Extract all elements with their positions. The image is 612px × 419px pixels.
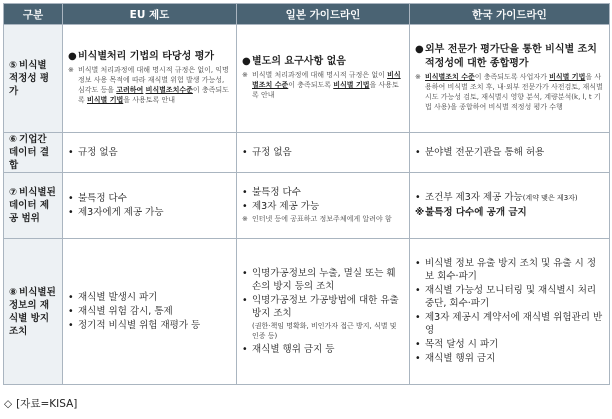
korea-title: 외부 전문가 평가단을 통한 비식별 조치 적정성에 대한 종합평가 [425, 44, 597, 69]
bullet-icon: • [415, 146, 421, 158]
row-number: ⑧ [9, 286, 18, 298]
cell-text: 재식별 행위 금지 [425, 353, 496, 364]
header-eu: EU 제도 [63, 4, 237, 25]
eu-cell [63, 239, 237, 385]
row-category [4, 25, 63, 133]
list-item [68, 206, 231, 219]
list-item [415, 43, 604, 71]
bullet-icon: • [242, 146, 248, 158]
cell-text: 재식별 위험 감시, 통제 [78, 305, 173, 317]
note-text: 을 사용하여 비식별 조치 후, 내·외부 전문가가 사전검토, 재식별 시도 가능성 검토, 재식별시 영향 분석, 계량분석(k, l, t 기법 사용)을 종합하여 비식별 적정성 평가 수행 [425, 73, 603, 111]
eu-cell [63, 133, 237, 173]
header-korea: 한국 가이드라인 [410, 4, 610, 25]
note-emphasis: 비식별조치 수준 [425, 73, 475, 81]
bullet-icon: • [415, 258, 421, 269]
row-category-label: 비식별된 정보의 재식별 방지 조치 [9, 286, 56, 337]
list-item [68, 291, 231, 304]
cell-text: 재식별 발생시 파기 [78, 291, 158, 303]
cell-text: 비식별 정보 유출 방지 조치 및 유출 시 정보 회수·파기 [425, 258, 596, 282]
cell-text: 정기적 비식별 위험 재평가 등 [78, 319, 201, 331]
eu-title: 비식별처리 기법의 타당성 평가 [78, 51, 215, 62]
list-item [242, 343, 404, 356]
list-item [68, 146, 231, 159]
cell-text: 분야별 전문기관을 통해 허용 [425, 146, 545, 158]
cell-text: 불특정 다수 [252, 186, 301, 198]
cell-small-text: (계약 맺은 제3자) [522, 194, 578, 202]
cell-text: 제3자 제공시 계약서에 재식별 위험관리 반영 [425, 312, 603, 336]
bullet-icon: ● [68, 51, 77, 62]
note-text: 인터넷 등에 공표하고 정보주체에게 알려야 함 [252, 214, 392, 223]
note-text: 을 사용토록 안내 [123, 96, 176, 104]
eu-cell [63, 25, 237, 133]
korea-cell [410, 239, 610, 385]
list-item [415, 146, 604, 159]
list-item [415, 338, 604, 351]
cell-text: 재식별 행위 금지 등 [252, 343, 335, 355]
cell-text: 규정 없음 [252, 146, 292, 158]
list-item [68, 50, 231, 64]
bullet-icon: • [415, 192, 421, 203]
bullet-icon: • [415, 312, 421, 323]
cell-text: 목적 달성 시 파기 [425, 339, 499, 350]
table-row [4, 173, 610, 239]
japan-title: 별도의 요구사항 없음 [252, 56, 346, 67]
bullet-icon: • [242, 267, 248, 279]
note-emphasis: 비식별 기법 [333, 81, 370, 89]
list-item [415, 311, 604, 337]
list-item [415, 352, 604, 365]
bullet-icon: • [242, 186, 248, 198]
row-category-label: 비식별 적정성 평가 [9, 60, 50, 97]
list-item [242, 200, 404, 213]
bullet-icon: • [68, 206, 74, 218]
cell-text: 제3자에게 제공 가능 [78, 206, 164, 218]
bullet-icon: ● [415, 44, 424, 55]
bullet-icon: • [68, 319, 74, 331]
bullet-icon: • [68, 192, 74, 204]
note-text: 비식별 처리과정에 대해 명시적 규정은 없이, 익명정보 사용 목적에 따라 재식별 위험 발생 가능성, 심각도 등을 [78, 66, 229, 94]
note-text: 불특정 다수에 공개 금지 [425, 207, 527, 218]
header-row [4, 4, 610, 25]
bullet-icon: • [68, 146, 74, 158]
list-item [68, 305, 231, 318]
note-emphasis: 비식별 기법 [87, 96, 124, 104]
note-text: 이 충족되도록 사업자가 [474, 73, 550, 81]
cell-text: 조건부 제3자 제공 가능 [425, 192, 523, 203]
bullet-icon: • [415, 353, 421, 364]
list-item [68, 192, 231, 205]
korea-note [415, 206, 604, 219]
eu-cell [63, 173, 237, 239]
bullet-icon: • [242, 200, 248, 212]
bullet-icon: • [415, 339, 421, 350]
bullet-icon: • [242, 343, 248, 355]
japan-cell [237, 173, 410, 239]
row-number: ⑥ [9, 134, 18, 145]
note-emphasis: 고려하여 [116, 86, 144, 94]
list-item [242, 267, 404, 293]
cell-text: 규정 없음 [78, 146, 118, 158]
row-category-label: 비식별된 데이터 제공 범위 [9, 187, 56, 224]
note-emphasis: 비식별조치 수준 [252, 71, 401, 89]
cell-text: 익명가공정보의 누출, 멸실 또는 훼손의 방지 등의 조치 [252, 267, 396, 292]
row-category [4, 173, 63, 239]
table-row [4, 239, 610, 385]
list-item [415, 191, 604, 205]
row-category [4, 239, 63, 385]
note-text: 을 사용토록 안내 [252, 81, 399, 99]
table-row [4, 133, 610, 173]
note-icon: ※ [242, 214, 248, 223]
row-category [4, 133, 63, 173]
japan-cell [237, 25, 410, 133]
comparison-table [3, 3, 610, 385]
list-item [415, 284, 604, 310]
japan-note [242, 214, 404, 224]
list-item [415, 257, 604, 283]
bullet-icon: • [415, 285, 421, 296]
row-category-label: 기업간 데이터 결합 [9, 134, 50, 171]
bullet-icon: • [68, 291, 74, 303]
list-item [242, 146, 404, 159]
list-item [242, 186, 404, 199]
source-text: [자료=KISA] [16, 398, 78, 410]
japan-cell [237, 133, 410, 173]
cell-text: 제3자 제공 가능 [252, 200, 320, 212]
cell-small-text: (권한·책임 명확화, 비인가자 접근 방지, 식별 및 인증 등) [252, 321, 397, 340]
japan-cell [237, 239, 410, 385]
korea-cell [410, 173, 610, 239]
source-caption [4, 396, 77, 411]
note-icon: ※ [242, 71, 248, 79]
table-row [4, 25, 610, 133]
korea-note [415, 72, 604, 112]
cell-text: 불특정 다수 [78, 192, 127, 204]
note-icon: ※ [415, 207, 425, 218]
row-number: ⑤ [9, 60, 18, 71]
eu-note [68, 65, 231, 105]
bullet-icon: • [68, 305, 74, 317]
note-emphasis: 비식별 기법 [549, 73, 586, 81]
note-text: 비식별 처리과정에 대해 명시적 규정은 없이 [252, 71, 388, 79]
note-text: 이 충족되도록 [78, 86, 229, 104]
note-emphasis: 비식별조치수준 [145, 86, 193, 94]
list-item [68, 319, 231, 332]
note-icon: ※ [68, 66, 74, 74]
bullet-icon: • [242, 294, 248, 306]
header-category: 구분 [4, 4, 63, 25]
bullet-icon: ● [242, 56, 251, 67]
note-icon: ※ [415, 73, 421, 81]
row-number: ⑦ [9, 187, 18, 198]
list-item [242, 55, 404, 69]
korea-cell [410, 133, 610, 173]
korea-cell [410, 25, 610, 133]
list-item [242, 294, 404, 320]
cell-text: 익명가공정보 가공방법에 대한 유출 방지 조치 [252, 294, 399, 319]
diamond-icon: ◇ [4, 398, 13, 410]
japan-note [242, 70, 404, 100]
note-text: 이 충족되도록 [288, 81, 334, 89]
cell-text: 재식별 가능성 모니터링 및 재식별시 처리 중단, 회수·파기 [425, 285, 597, 309]
header-japan: 일본 가이드라인 [237, 4, 410, 25]
